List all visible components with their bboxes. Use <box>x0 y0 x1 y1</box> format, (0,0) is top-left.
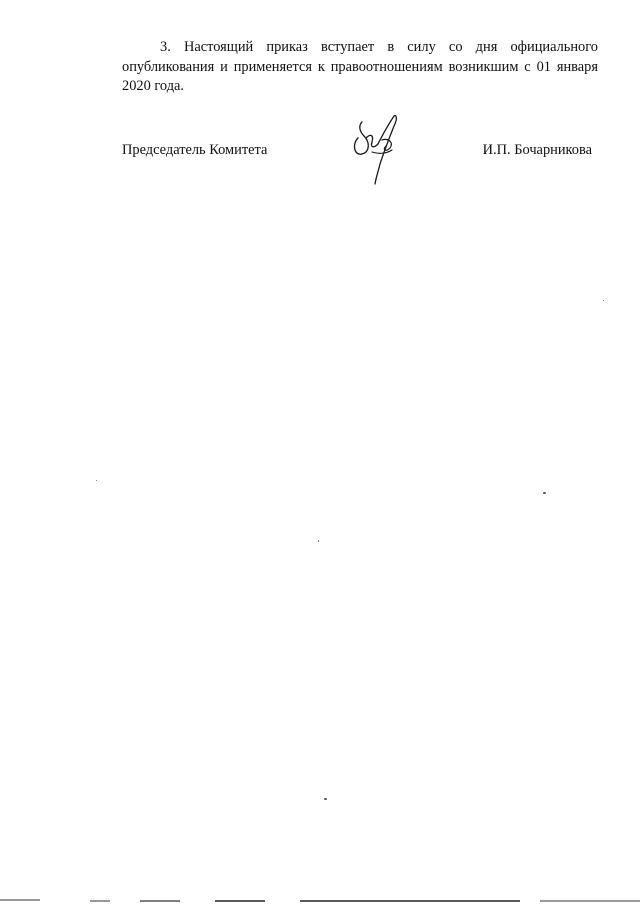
signer-title: Председатель Комитета <box>122 142 268 158</box>
scan-speck <box>318 540 319 542</box>
paragraph-3: 3. Настоящий приказ вступает в силу со дня официального опубликования и применяется к правоотношениям возникшим с 01 января 2020 года. <box>122 39 598 94</box>
scan-speck <box>96 480 97 481</box>
scan-speck <box>543 492 546 494</box>
handwritten-signature <box>348 112 406 186</box>
signature-block <box>122 142 598 182</box>
signer-name: И.П. Бочарникова <box>482 142 592 158</box>
scan-speck <box>324 798 327 800</box>
scan-bottom-edge <box>0 897 640 905</box>
scan-speck <box>603 300 604 301</box>
